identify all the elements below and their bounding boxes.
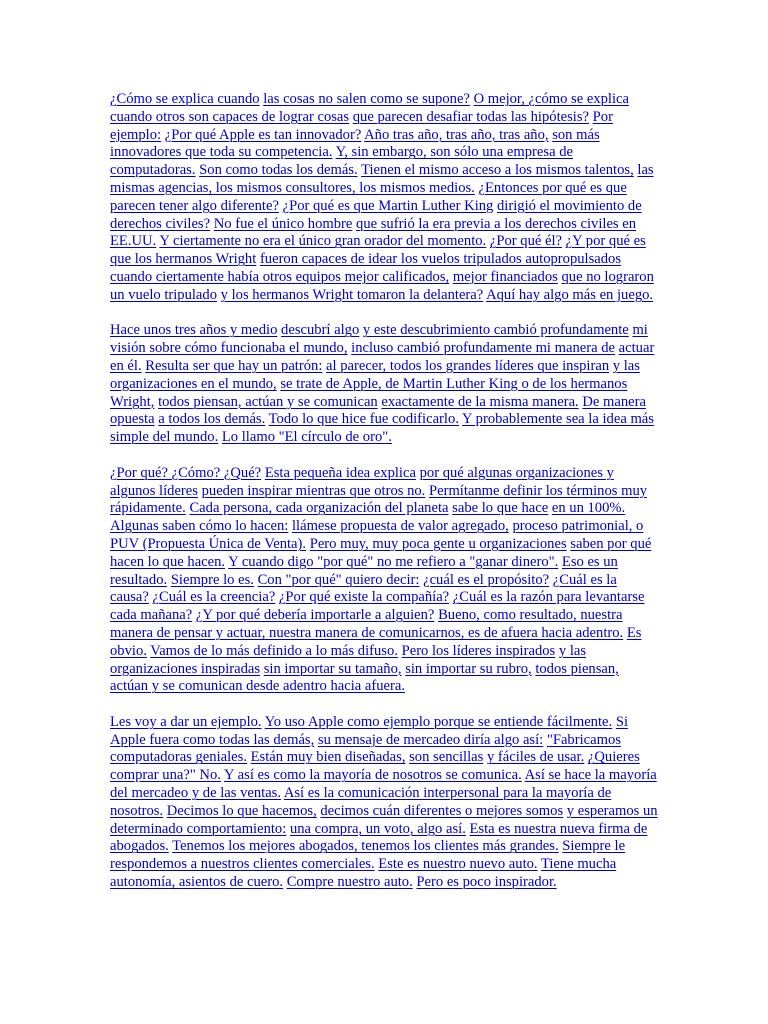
text-link-segment[interactable]: y los hermanos Wright tomaron la delantera?: [220, 286, 484, 303]
text-link-segment[interactable]: a todos los demás.: [158, 411, 266, 428]
text-link-segment[interactable]: cuando ciertamente había otros equipos mejor calificados,: [110, 268, 450, 285]
text-link-segment[interactable]: sin importar su tamaño,: [263, 660, 402, 677]
paragraph: [110, 322, 658, 447]
text-link-segment[interactable]: mi visión sobre cómo funcionaba el mundo,: [110, 322, 648, 357]
text-link-segment[interactable]: Todo lo que hice fue codificarlo.: [268, 411, 459, 428]
text-link-segment[interactable]: ¿Por qué él?: [489, 233, 563, 250]
text-link-segment[interactable]: sabe lo que hace: [452, 500, 549, 517]
text-link-segment[interactable]: parecen tener algo diferente?: [110, 197, 279, 214]
text-link-segment[interactable]: ¿Entonces por qué es que: [478, 179, 627, 196]
text-link-segment[interactable]: Por ejemplo:: [110, 108, 613, 143]
text-link-segment[interactable]: que no lograron un vuelo tripulado: [110, 268, 654, 303]
text-link-segment[interactable]: y esperamos un determinado comportamiento:: [110, 802, 658, 837]
paragraph: [110, 91, 658, 305]
text-link-segment[interactable]: ¿Por qué Apple es tan innovador?: [164, 126, 362, 143]
text-link-segment[interactable]: Es obvio.: [110, 624, 642, 659]
text-link-segment[interactable]: Hace unos tres años y medio: [110, 322, 278, 339]
text-link-segment[interactable]: Así se hace la mayoría del mercadeo y de las ventas.: [110, 767, 657, 802]
text-link-segment[interactable]: y las organizaciones en el mundo,: [110, 357, 640, 392]
text-link-segment[interactable]: Eso es un resultado.: [110, 553, 618, 588]
text-link-segment[interactable]: Esta es nuestra nueva firma de abogados.: [110, 820, 648, 855]
text-link-segment[interactable]: Así es la comunicación interpersonal para la mayoría de nosotros.: [110, 785, 612, 819]
text-link-segment[interactable]: se trate de Apple, de Martin Luther King o de los hermanos Wright,: [110, 375, 628, 410]
text-link-segment[interactable]: simple del mundo.: [110, 429, 219, 446]
text-link-segment[interactable]: en un 100%.: [551, 500, 626, 517]
text-link-segment[interactable]: ¿Quieres comprar una?" No.: [110, 749, 640, 784]
text-link-segment[interactable]: Siempre le respondemos a nuestros clientes comerciales.: [110, 838, 626, 873]
text-link-segment[interactable]: Vamos de lo más definido a lo más difuso.: [150, 642, 398, 659]
text-link-segment[interactable]: fueron capaces de idear los vuelos tripulados autopropulsados: [259, 251, 622, 268]
text-link-segment[interactable]: Pero muy, muy poca gente u organizaciones: [309, 535, 567, 552]
text-link-segment[interactable]: son sencillas: [409, 749, 484, 766]
text-link-segment[interactable]: las mismas agencias, los mismos consultores, los mismos medios.: [110, 162, 654, 196]
text-link-segment[interactable]: decimos cuán diferentes o mejores somos: [320, 802, 564, 819]
text-link-segment[interactable]: y las organizaciones inspiradas: [110, 642, 587, 677]
text-link-segment[interactable]: su mensaje de mercadeo diría algo así:: [317, 731, 544, 748]
text-link-segment[interactable]: exactamente de la misma manera.: [381, 393, 579, 410]
text-link-segment[interactable]: Con "por qué" quiero decir:: [257, 571, 420, 588]
text-link-segment[interactable]: Están muy bien diseñadas,: [250, 749, 406, 766]
text-link-segment[interactable]: Les voy a dar un ejemplo.: [110, 713, 262, 730]
text-link-segment[interactable]: De manera opuesta: [110, 393, 646, 428]
text-link-segment[interactable]: Lo llamo "El círculo de oro".: [221, 429, 392, 446]
text-link-segment[interactable]: Yo uso Apple como ejemplo porque se entiende fácilmente.: [264, 713, 613, 730]
text-link-segment[interactable]: ¿Por qué existe la compañía?: [278, 589, 450, 606]
paragraph: [110, 465, 658, 696]
text-link-segment[interactable]: Algunas saben cómo lo hacen:: [110, 518, 289, 535]
text-link-segment[interactable]: ¿Por qué? ¿Cómo? ¿Qué?: [110, 464, 262, 481]
text-link-segment[interactable]: Resulta ser que hay un patrón:: [145, 357, 323, 374]
text-link-segment[interactable]: Y ciertamente no era el único gran orador del momento.: [159, 233, 487, 250]
text-link-segment[interactable]: Y probablemente sea la idea más: [462, 411, 654, 428]
text-link-segment[interactable]: Y, sin embargo, son sólo una empresa de computadoras.: [110, 144, 573, 179]
text-link-segment[interactable]: Pero es poco inspirador.: [416, 874, 557, 891]
text-link-segment[interactable]: ¿Y por qué es que los hermanos Wright: [110, 233, 646, 268]
paragraph: [110, 714, 658, 892]
text-link-segment[interactable]: ¿Por qué es que Martin Luther King: [282, 197, 494, 214]
text-link-segment[interactable]: ¿Cuál es la creencia?: [152, 589, 276, 606]
text-link-segment[interactable]: Cada persona, cada organización del planeta: [189, 500, 449, 517]
text-link-segment[interactable]: Pero los líderes inspirados: [401, 642, 556, 659]
text-link-segment[interactable]: todos piensan, actúan y se comunican: [158, 393, 378, 410]
text-link-segment[interactable]: y fáciles de usar.: [486, 749, 585, 766]
text-link-segment[interactable]: Bueno, como resultado, nuestra manera de pensar y actuar, nuestra manera de comunicarnos, es de afuera hacia adentro.: [110, 607, 624, 641]
text-link-segment[interactable]: Año tras año, tras año, tras año,: [364, 126, 549, 143]
text-link-segment[interactable]: Aquí hay algo más en juego.: [486, 286, 654, 303]
text-link-segment[interactable]: Tienen el mismo acceso a los mismos talentos,: [361, 162, 634, 179]
text-link-segment[interactable]: saben por qué hacen lo que hacen.: [110, 535, 652, 570]
text-link-segment[interactable]: actuar en él.: [110, 340, 655, 374]
text-link-segment[interactable]: dirigió el movimiento de derechos civiles?: [110, 197, 642, 232]
text-link-segment[interactable]: y este descubrimiento cambió profundamente: [362, 322, 629, 339]
text-link-segment[interactable]: Compre nuestro auto.: [286, 874, 413, 891]
document-body: [110, 91, 658, 910]
text-link-segment[interactable]: Y así es como la mayoría de nosotros se comunica.: [224, 767, 522, 784]
text-link-segment[interactable]: Tenemos los mejores abogados, tenemos los clientes más grandes.: [172, 838, 559, 855]
text-link-segment[interactable]: No fue el único hombre: [213, 215, 353, 232]
text-link-segment[interactable]: son más innovadores que toda su competencia.: [110, 126, 600, 161]
text-link-segment[interactable]: todos piensan, actúan y se comunican desde adentro hacia afuera.: [110, 660, 619, 695]
text-link-segment[interactable]: Y cuando digo "por qué" no me refiero a "ganar dinero".: [228, 553, 559, 570]
text-link-segment[interactable]: ¿Y por qué debería importarle a alguien?: [195, 607, 435, 624]
text-link-segment[interactable]: una compra, un voto, algo así.: [289, 820, 466, 837]
text-link-segment[interactable]: Tiene mucha autonomía, asientos de cuero.: [110, 856, 617, 891]
text-link-segment[interactable]: que parecen desafiar todas las hipótesis?: [352, 108, 589, 125]
text-link-segment[interactable]: "Fabricamos computadoras geniales.: [110, 731, 621, 766]
text-link-segment[interactable]: las cosas no salen como se supone?: [263, 91, 470, 107]
text-link-segment[interactable]: Permítanme definir los términos muy rápidamente.: [110, 482, 648, 517]
text-link-segment[interactable]: pueden inspirar mientras que otros no.: [201, 482, 426, 499]
text-link-segment[interactable]: proceso patrimonial, o PUV (Propuesta Única de Venta).: [110, 518, 644, 552]
text-link-segment[interactable]: por qué algunas organizaciones y algunos líderes: [110, 464, 614, 499]
text-link-segment[interactable]: ¿cuál es el propósito?: [423, 571, 550, 588]
text-link-segment[interactable]: incluso cambió profundamente mi manera de: [351, 340, 615, 357]
text-link-segment[interactable]: mejor financiados: [452, 268, 558, 285]
text-link-segment[interactable]: al parecer, todos los grandes líderes que inspiran: [326, 357, 610, 374]
text-link-segment[interactable]: Decimos lo que hacemos,: [166, 802, 317, 819]
text-link-segment[interactable]: ¿Cómo se explica cuando: [110, 91, 260, 107]
text-link-segment[interactable]: O mejor, ¿cómo se explica: [473, 91, 629, 107]
text-link-segment[interactable]: Este es nuestro nuevo auto.: [378, 856, 538, 873]
text-link-segment[interactable]: Esta pequeña idea explica: [264, 464, 416, 481]
text-link-segment[interactable]: Siempre lo es.: [170, 571, 254, 588]
text-link-segment[interactable]: ¿Cuál es la causa?: [110, 571, 617, 606]
text-link-segment[interactable]: ¿Cuál es la razón para levantarse cada mañana?: [110, 589, 645, 624]
text-link-segment[interactable]: Son como todas los demás.: [199, 162, 358, 179]
text-link-segment[interactable]: cuando otros son capaces de lograr cosas: [110, 108, 350, 125]
text-link-segment[interactable]: que sufrió la era previa a los derechos civiles en EE.UU.: [110, 215, 637, 250]
text-link-segment[interactable]: sin importar su rubro,: [405, 660, 532, 677]
text-link-segment[interactable]: llámese propuesta de valor agregado,: [291, 518, 509, 535]
text-link-segment[interactable]: Si Apple fuera como todas las demás,: [110, 713, 628, 748]
text-link-segment[interactable]: descubrí algo: [281, 322, 360, 339]
